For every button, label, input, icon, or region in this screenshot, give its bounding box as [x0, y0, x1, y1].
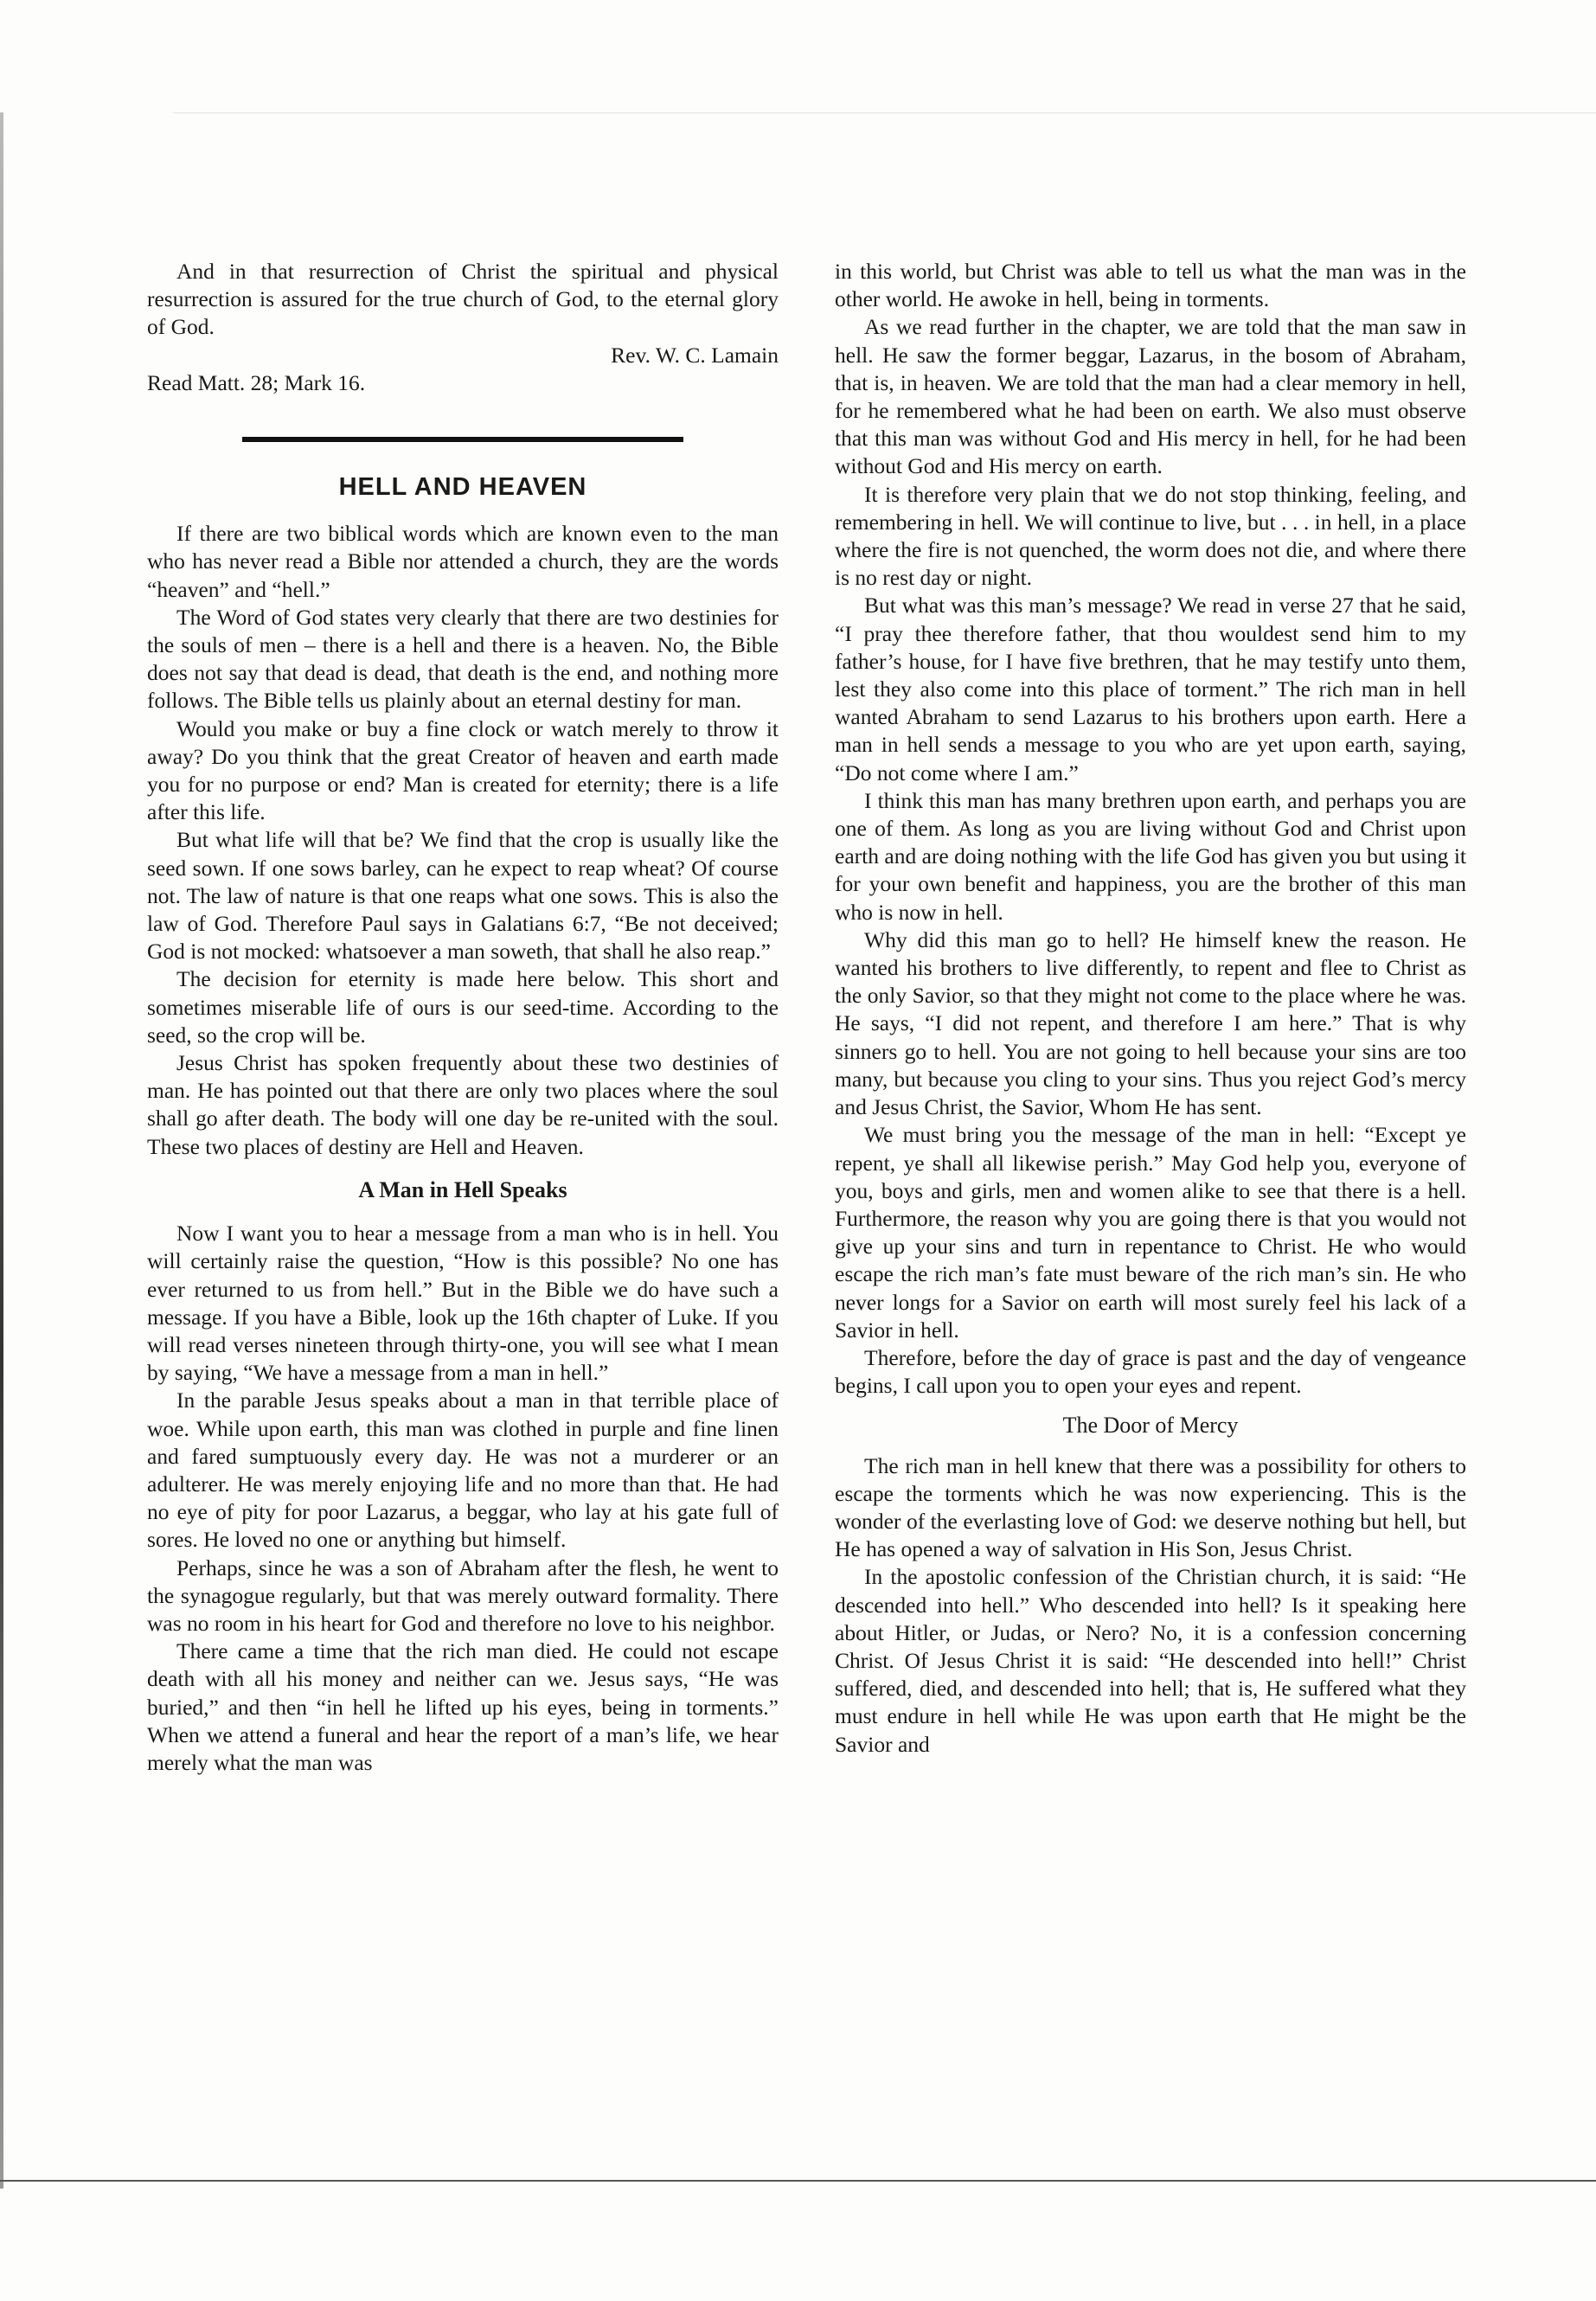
page-bottom-edge: [0, 2180, 1596, 2182]
author-signature: Rev. W. C. Lamain: [611, 342, 779, 368]
paragraph: The Word of God states very clearly that there are two destinies for the souls of men – there is a hell and there is a heaven. No, the Bible does not say that dead is dead, that death is the end, and nothing more follows. The Bible tells us plainly about an eternal destiny for man.: [147, 604, 779, 714]
intro-paragraph: And in that resurrection of Christ the spiritual and physical resurrection is assured for the true church of God, to the eternal glory of God.: [147, 259, 779, 340]
left-column: [147, 258, 779, 1777]
paragraph: Jesus Christ has spoken frequently about these two destinies of man. He has pointed out that there are only two places where the soul shall go after death. The body will one day be re-united with the soul. These two places of destiny are Hell and Heaven.: [147, 1050, 779, 1159]
page-left-edge: [0, 112, 3, 2189]
section-divider: [242, 437, 683, 442]
paragraph: In the parable Jesus speaks about a man in that terrible place of woe. While upon earth, this man was clothed in purple and fine linen and fared sumptuously every day. He was not a murderer or an adulterer. He was merely enjoying life and no more than that. He had no eye of pity for poor Lazarus, a beggar, who lay at his gate full of sores. He loved no one or anything but himself.: [147, 1388, 779, 1553]
paragraph: The decision for eternity is made here below. This short and sometimes miserable life of ours is our seed-time. According to the seed, so the crop will be.: [147, 966, 779, 1048]
scripture-reading: Read Matt. 28; Mark 16.: [147, 369, 366, 395]
paragraph: There came a time that the rich man died. He could not escape death with all his money and neither can we. Jesus says, “He was buried,” and then “in hell he lifted up his eyes, being in torments.” When we attend a funeral and hear the report of a man’s life, we hear merely what the man was: [147, 1638, 779, 1775]
paragraph: Now I want you to hear a message from a man who is in hell. You will certainly raise the question, “How is this possible? No one has ever returned to us from hell.” But in the Bible we do have such a message. If you have a Bible, look up the 16th chapter of Luke. If you will read verses nineteen through thirty-one, you will see what I mean by saying, “We have a message from a man in hell.”: [147, 1221, 779, 1386]
paragraph: Would you make or buy a fine clock or watch merely to throw it away? Do you think that the great Creator of heaven and earth made you for no purpose or end? Man is created for eternity; there is a life after this life.: [147, 715, 779, 825]
paragraph: Why did this man go to hell? He himself knew the reason. He wanted his brothers to live differently, to repent and flee to Christ as the only Savior, so that they might not come to the place where he was. He says, “I did not repent, and therefore I am here.” That is why sinners go to hell. You are not going to hell because your sins are too many, but because you cling to your sins. Thus you reject God’s mercy and Jesus Christ, the Savior, Whom He has sent.: [835, 926, 1466, 1120]
paragraph: As we read further in the chapter, we are told that the man saw in hell. He saw the former beggar, Lazarus, in the bosom of Abraham, that is, in heaven. We are told that the man had a clear memory in hell, for he remembered what he had been on earth. We also must observe that this man was without God and His mercy in hell, for he had been without God and His mercy on earth.: [835, 314, 1466, 479]
paragraph: Therefore, before the day of grace is past and the day of vengeance begins, I call upon you to open your eyes and repent.: [835, 1344, 1466, 1399]
paragraph: The rich man in hell knew that there was a possibility for others to escape the torments which he was now experiencing. This is the wonder of the everlasting love of God: we deserve nothing but hell, but He has opened a way of salvation in His Son, Jesus Christ.: [835, 1452, 1466, 1562]
paragraph: But what was this man’s message? We read in verse 27 that he said, “I pray thee therefore father, that thou wouldest send him to my father’s house, for I have five brethren, that he may testify unto them, lest they also come into this place of torment.” The rich man in hell wanted Abraham to send Lazarus to his brothers upon earth. Here a man in hell sends a message to you who are yet upon earth, saying, “Do not come where I am.”: [835, 593, 1466, 785]
page-top-edge: [173, 112, 1596, 113]
paragraph: I think this man has many brethren upon earth, and perhaps you are one of them. As long as you are living without God and Christ upon earth and are doing nothing with the life God has given you but using it for your own benefit and happiness, you are the brother of this man who is now in hell.: [835, 787, 1466, 925]
section-heading: The Door of Mercy: [1062, 1413, 1239, 1439]
paragraph: But what life will that be? We find that the crop is usually like the seed sown. If one sows barley, can he expect to reap wheat? Of course not. The law of nature is that one reaps what one sows. This is also the law of God. Therefore Paul says in Galatians 6:7, “Be not deceived; God is not mocked: whatsoever a man soweth, that shall he also reap.”: [147, 827, 779, 965]
paragraph: Perhaps, since he was a son of Abraham after the flesh, he went to the synagogue regularly, but that was merely outward formality. There was no room in his heart for God and therefore no love to his neighbor.: [147, 1554, 779, 1636]
paragraph: We must bring you the message of the man in hell: “Except ye repent, ye shall all likewise perish.” May God help you, everyone of you, boys and girls, men and women alike to see that there is a hell. Furthermore, the reason why you are going there is that you would not give up your sins and turn in repentance to Christ. He who would escape the rich man’s fate must beware of the rich man’s sin. He who never longs for a Savior on earth will most surely feel his lack of a Savior in hell.: [835, 1122, 1466, 1343]
paragraph: It is therefore very plain that we do not stop thinking, feeling, and remembering in hell. We will continue to live, but . . . in hell, in a place where the fire is not quenched, the worm does not die, and where there is no rest day or night.: [835, 481, 1466, 591]
section-heading: A Man in Hell Speaks: [358, 1176, 567, 1202]
continued-paragraph: in this world, but Christ was able to tell us what the man was in the other world. He awoke in hell, being in torments.: [835, 259, 1466, 312]
paragraph: In the apostolic confession of the Christian church, it is said: “He descended into hell.” Who descended into hell? Is it speaking here about Hitler, or Judas, or Nero? No, it is a confession concerning Christ. Of Jesus Christ it is said: “He descended into hell!” Christ suffered, died, and descended into hell; that is, He suffered what they must endure in hell while He was upon earth that He might be the Savior and: [835, 1564, 1466, 1757]
article-title: HELL AND HEAVEN: [338, 473, 587, 502]
paragraph: If there are two biblical words which are known even to the man who has never read a Bible nor attended a church, they are the words “heaven” and “hell.”: [147, 521, 779, 602]
right-column: [835, 258, 1466, 1759]
